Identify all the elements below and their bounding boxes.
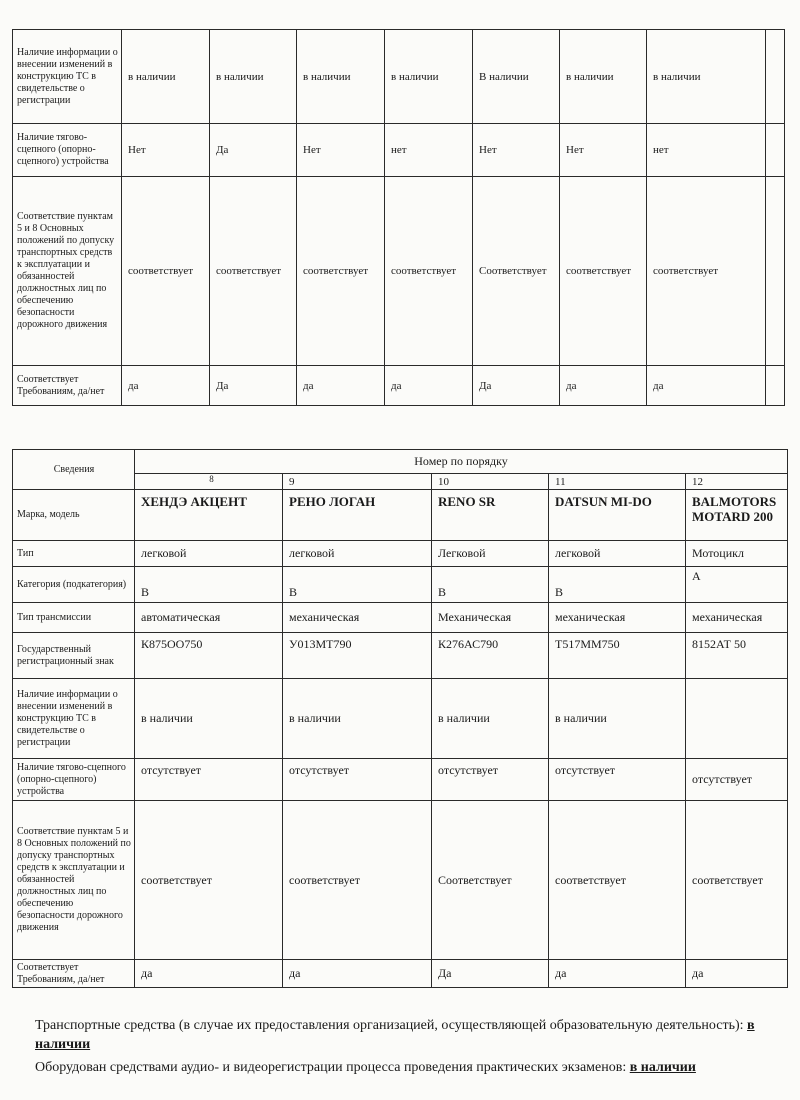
vehicle-table-2: [12, 449, 788, 988]
cell-value: да: [647, 366, 766, 406]
cell-value: да: [385, 366, 473, 406]
cell-value: соответствует: [385, 177, 473, 366]
column-number: 11: [549, 474, 686, 490]
cell-value: соответствует: [647, 177, 766, 366]
cell-value: отсутствует: [432, 759, 549, 801]
row-label: Тип трансмиссии: [13, 603, 135, 633]
cell-value: механическая: [549, 603, 686, 633]
row-label: Марка, модель: [13, 490, 135, 541]
cell-value: RENO SR: [432, 490, 549, 541]
cell-value: да: [135, 960, 283, 988]
table2-row-requirements: [13, 960, 788, 988]
cell-value: BALMOTORS MOTARD 200: [686, 490, 788, 541]
av-recording-statement: [35, 1058, 765, 1077]
cell-value: Нет: [297, 124, 385, 177]
row-label: Соответствие пунктам 5 и 8 Основных положений по допуску транспортных средств к эксплуатации и обязанностей должностных лиц по обеспечению безопасности дорожного движения: [13, 177, 122, 366]
cell-value: легковой: [135, 541, 283, 567]
cell-value: в наличии: [283, 679, 432, 759]
vehicle-table-1: [12, 29, 785, 406]
column-header-sved: Сведения: [13, 450, 135, 490]
cell-value: соответствует: [297, 177, 385, 366]
cell-value: К276АС790: [432, 633, 549, 679]
cell-value: [766, 177, 785, 366]
cell-value: В: [135, 567, 283, 603]
column-number: 12: [686, 474, 788, 490]
cell-value: У013МТ790: [283, 633, 432, 679]
vehicles-availability-statement: [35, 1016, 765, 1054]
cell-value: [766, 366, 785, 406]
cell-value: К875ОО750: [135, 633, 283, 679]
cell-value: Да: [210, 366, 297, 406]
cell-value: Соответствует: [432, 801, 549, 960]
cell-value: автоматическая: [135, 603, 283, 633]
cell-value: Механическая: [432, 603, 549, 633]
column-number: 10: [432, 474, 549, 490]
cell-value: [686, 679, 788, 759]
cell-value: соответствует: [549, 801, 686, 960]
cell-value: отсутствует: [549, 759, 686, 801]
row-label: Соответствует Требованиям, да/нет: [13, 960, 135, 988]
cell-value: Да: [210, 124, 297, 177]
cell-value: Мотоцикл: [686, 541, 788, 567]
cell-value: да: [686, 960, 788, 988]
cell-value: В наличии: [473, 30, 560, 124]
cell-value: соответствует: [135, 801, 283, 960]
cell-value: в наличии: [560, 30, 647, 124]
cell-value: [766, 124, 785, 177]
cell-value: В: [432, 567, 549, 603]
cell-value: отсутствует: [135, 759, 283, 801]
cell-value: соответствует: [283, 801, 432, 960]
cell-value: да: [297, 366, 385, 406]
table2-row-plate: [13, 633, 788, 679]
cell-value: РЕНО ЛОГАН: [283, 490, 432, 541]
statement-text: Оборудован средствами аудио- и видеорегистрации процесса проведения практических экзаменов:: [35, 1060, 630, 1075]
cell-value: в наличии: [210, 30, 297, 124]
cell-value: Нет: [473, 124, 560, 177]
cell-value: да: [122, 366, 210, 406]
cell-value: В: [283, 567, 432, 603]
cell-value: отсутствует: [283, 759, 432, 801]
row-label: Соответствует Требованиям, да/нет: [13, 366, 122, 406]
cell-value: в наличии: [432, 679, 549, 759]
cell-value: Да: [432, 960, 549, 988]
row-label: Наличие информации о внесении изменений в конструкцию ТС в свидетельстве о регистрации: [13, 30, 122, 124]
table2-row-type: [13, 541, 788, 567]
cell-value: ХЕНДЭ АКЦЕНТ: [135, 490, 283, 541]
cell-value: DATSUN MI-DO: [549, 490, 686, 541]
cell-value: да: [560, 366, 647, 406]
cell-value: Т517ММ750: [549, 633, 686, 679]
cell-value: Соответствует: [473, 177, 560, 366]
table2-row-modification-info: [13, 679, 788, 759]
cell-value: соответствует: [122, 177, 210, 366]
row-label: Государственный регистрационный знак: [13, 633, 135, 679]
table2-row-model: [13, 490, 788, 541]
cell-value: Нет: [122, 124, 210, 177]
statement-value: в наличии: [629, 1060, 696, 1075]
cell-value: А: [686, 567, 788, 603]
table2-row-category: [13, 567, 788, 603]
statement-value: в наличии: [35, 1018, 755, 1052]
cell-value: механическая: [283, 603, 432, 633]
cell-value: В: [549, 567, 686, 603]
column-header-number: Номер по порядку: [135, 450, 788, 474]
row-label: Наличие тягово-сцепного (опорно-сцепного) устройства: [13, 124, 122, 177]
cell-value: в наличии: [647, 30, 766, 124]
column-number: 9: [283, 474, 432, 490]
table1-row-requirements: [13, 366, 785, 406]
table2-row-compliance-5-8: [13, 801, 788, 960]
cell-value: легковой: [283, 541, 432, 567]
cell-value: отсутствует: [686, 759, 788, 801]
table1-row-compliance-5-8: [13, 177, 785, 366]
cell-value: нет: [385, 124, 473, 177]
cell-value: да: [549, 960, 686, 988]
row-label: Соответствие пунктам 5 и 8 Основных положений по допуску транспортных средств к эксплуатации и обязанностей должностных лиц по обеспечению безопасности дорожного движения: [13, 801, 135, 960]
cell-value: соответствует: [210, 177, 297, 366]
cell-value: да: [283, 960, 432, 988]
table2-row-towbar: [13, 759, 788, 801]
cell-value: соответствует: [560, 177, 647, 366]
row-label: Наличие информации о внесении изменений в конструкцию ТС в свидетельстве о регистрации: [13, 679, 135, 759]
cell-value: в наличии: [385, 30, 473, 124]
row-label: Наличие тягово-сцепного (опорно-сцепного) устройства: [13, 759, 135, 801]
table1-row-towbar: [13, 124, 785, 177]
cell-value: соответствует: [686, 801, 788, 960]
statement-text: Транспортные средства (в случае их предоставления организацией, осуществляющей образовательную деятельность):: [35, 1018, 748, 1033]
cell-value: в наличии: [549, 679, 686, 759]
table2-row-transmission: [13, 603, 788, 633]
cell-value: Да: [473, 366, 560, 406]
cell-value: механическая: [686, 603, 788, 633]
row-label: Тип: [13, 541, 135, 567]
column-number: 8: [135, 474, 283, 490]
cell-value: Легковой: [432, 541, 549, 567]
cell-value: в наличии: [297, 30, 385, 124]
cell-value: нет: [647, 124, 766, 177]
cell-value: в наличии: [122, 30, 210, 124]
cell-value: в наличии: [135, 679, 283, 759]
cell-value: легковой: [549, 541, 686, 567]
cell-value: [766, 30, 785, 124]
cell-value: 8152АТ 50: [686, 633, 788, 679]
cell-value: Нет: [560, 124, 647, 177]
row-label: Категория (подкатегория): [13, 567, 135, 603]
table1-row-modification-info: [13, 30, 785, 124]
table2-header-top: [13, 450, 788, 474]
